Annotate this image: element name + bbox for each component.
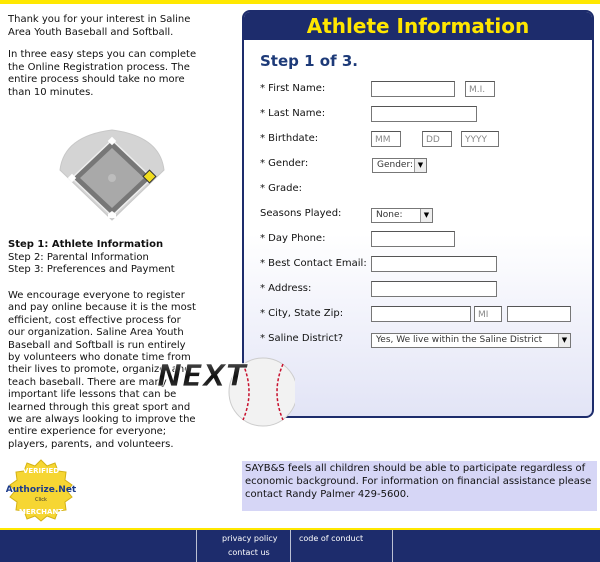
gender-select[interactable] [372, 158, 427, 173]
step-3-label: Step 3: Preferences and Payment [8, 264, 175, 275]
last-name-label: * Last Name: [260, 108, 326, 119]
day-phone-label: * Day Phone: [260, 233, 326, 244]
seal-merchant-text: MERCHANT [18, 508, 64, 516]
seal-verified-text: VERIFIED [22, 467, 60, 475]
chevron-down-icon: ▼ [414, 159, 426, 172]
step-2-label: Step 2: Parental Information [8, 251, 149, 263]
birthdate-label: * Birthdate: [260, 133, 319, 144]
panel-title: Athlete Information [244, 12, 592, 40]
intro-paragraph-1: Thank you for your interest in Saline Area Youth Baseball and Softball. [8, 14, 191, 38]
state-input[interactable]: MI [474, 306, 502, 322]
city-input[interactable] [371, 306, 471, 322]
saline-district-select[interactable] [371, 333, 571, 348]
registration-steps [8, 239, 175, 277]
seal-click-text: Click [35, 497, 47, 503]
birth-month-input[interactable]: MM [371, 131, 401, 147]
address-input[interactable] [371, 281, 497, 297]
district-select-value: Yes, We live within the Saline District [376, 335, 543, 345]
footer-divider [290, 530, 291, 562]
intro-text [8, 14, 198, 109]
code-of-conduct-link[interactable]: code of conduct [299, 534, 364, 543]
best-contact-email-label: * Best Contact Email: [260, 258, 367, 269]
contact-us-link[interactable]: contact us [228, 548, 270, 557]
middle-initial-input[interactable]: M.I. [465, 81, 495, 97]
last-name-input[interactable] [371, 106, 477, 122]
top-accent-bar [0, 0, 600, 4]
authorize-net-seal[interactable] [6, 458, 76, 522]
next-button[interactable] [155, 348, 295, 430]
baseball-diamond-icon [56, 128, 168, 223]
encourage-text: We encourage everyone to register and pay online because it is the most efficient, cost effective process for our organization. Saline Area Youth Baseball and Softball is run entirely by volunteers who donate time from their lives to promote, organize, and teach baseball. There are many important life lessons that can be learned through this great sport and we are always looking to improve the entire experience for everyone; players, parents, and volunteers. [8, 290, 196, 450]
chevron-down-icon: ▼ [558, 334, 570, 347]
step-indicator: Step 1 of 3. [260, 52, 358, 70]
email-input[interactable] [371, 256, 497, 272]
seasons-played-select[interactable] [371, 208, 433, 223]
first-name-input[interactable] [371, 81, 455, 97]
first-name-label: * First Name: [260, 83, 326, 94]
gender-select-value: Gender: [377, 160, 414, 170]
footer-divider [196, 530, 197, 562]
financial-assistance-notice: SAYB&S feels all children should be able to participate regardless of economic background. For information on financial assistance please contact Randy Palmer 429-5600. [242, 461, 597, 511]
birth-year-input[interactable]: YYYY [461, 131, 499, 147]
seal-brand-text: Authorize.Net [6, 485, 76, 495]
next-button-label: NEXT [157, 359, 247, 394]
footer-divider [392, 530, 393, 562]
step-1-label: Step 1: Athlete Information [8, 239, 164, 250]
zip-input[interactable] [507, 306, 571, 322]
grade-label: * Grade: [260, 183, 303, 194]
privacy-policy-link[interactable]: privacy policy [222, 534, 278, 543]
footer [0, 528, 600, 562]
birth-day-input[interactable]: DD [422, 131, 452, 147]
chevron-down-icon: ▼ [420, 209, 432, 222]
city-state-zip-label: * City, State Zip: [260, 308, 344, 319]
address-label: * Address: [260, 283, 312, 294]
gender-label: * Gender: [260, 158, 309, 169]
seasons-select-value: None: [376, 210, 403, 220]
intro-paragraph-2: In three easy steps you can complete the Online Registration process. The entire process should take no more than 10 minutes. [8, 49, 197, 98]
saline-district-label: * Saline District? [260, 333, 344, 344]
day-phone-input[interactable] [371, 231, 455, 247]
seasons-played-label: Seasons Played: [260, 208, 342, 219]
